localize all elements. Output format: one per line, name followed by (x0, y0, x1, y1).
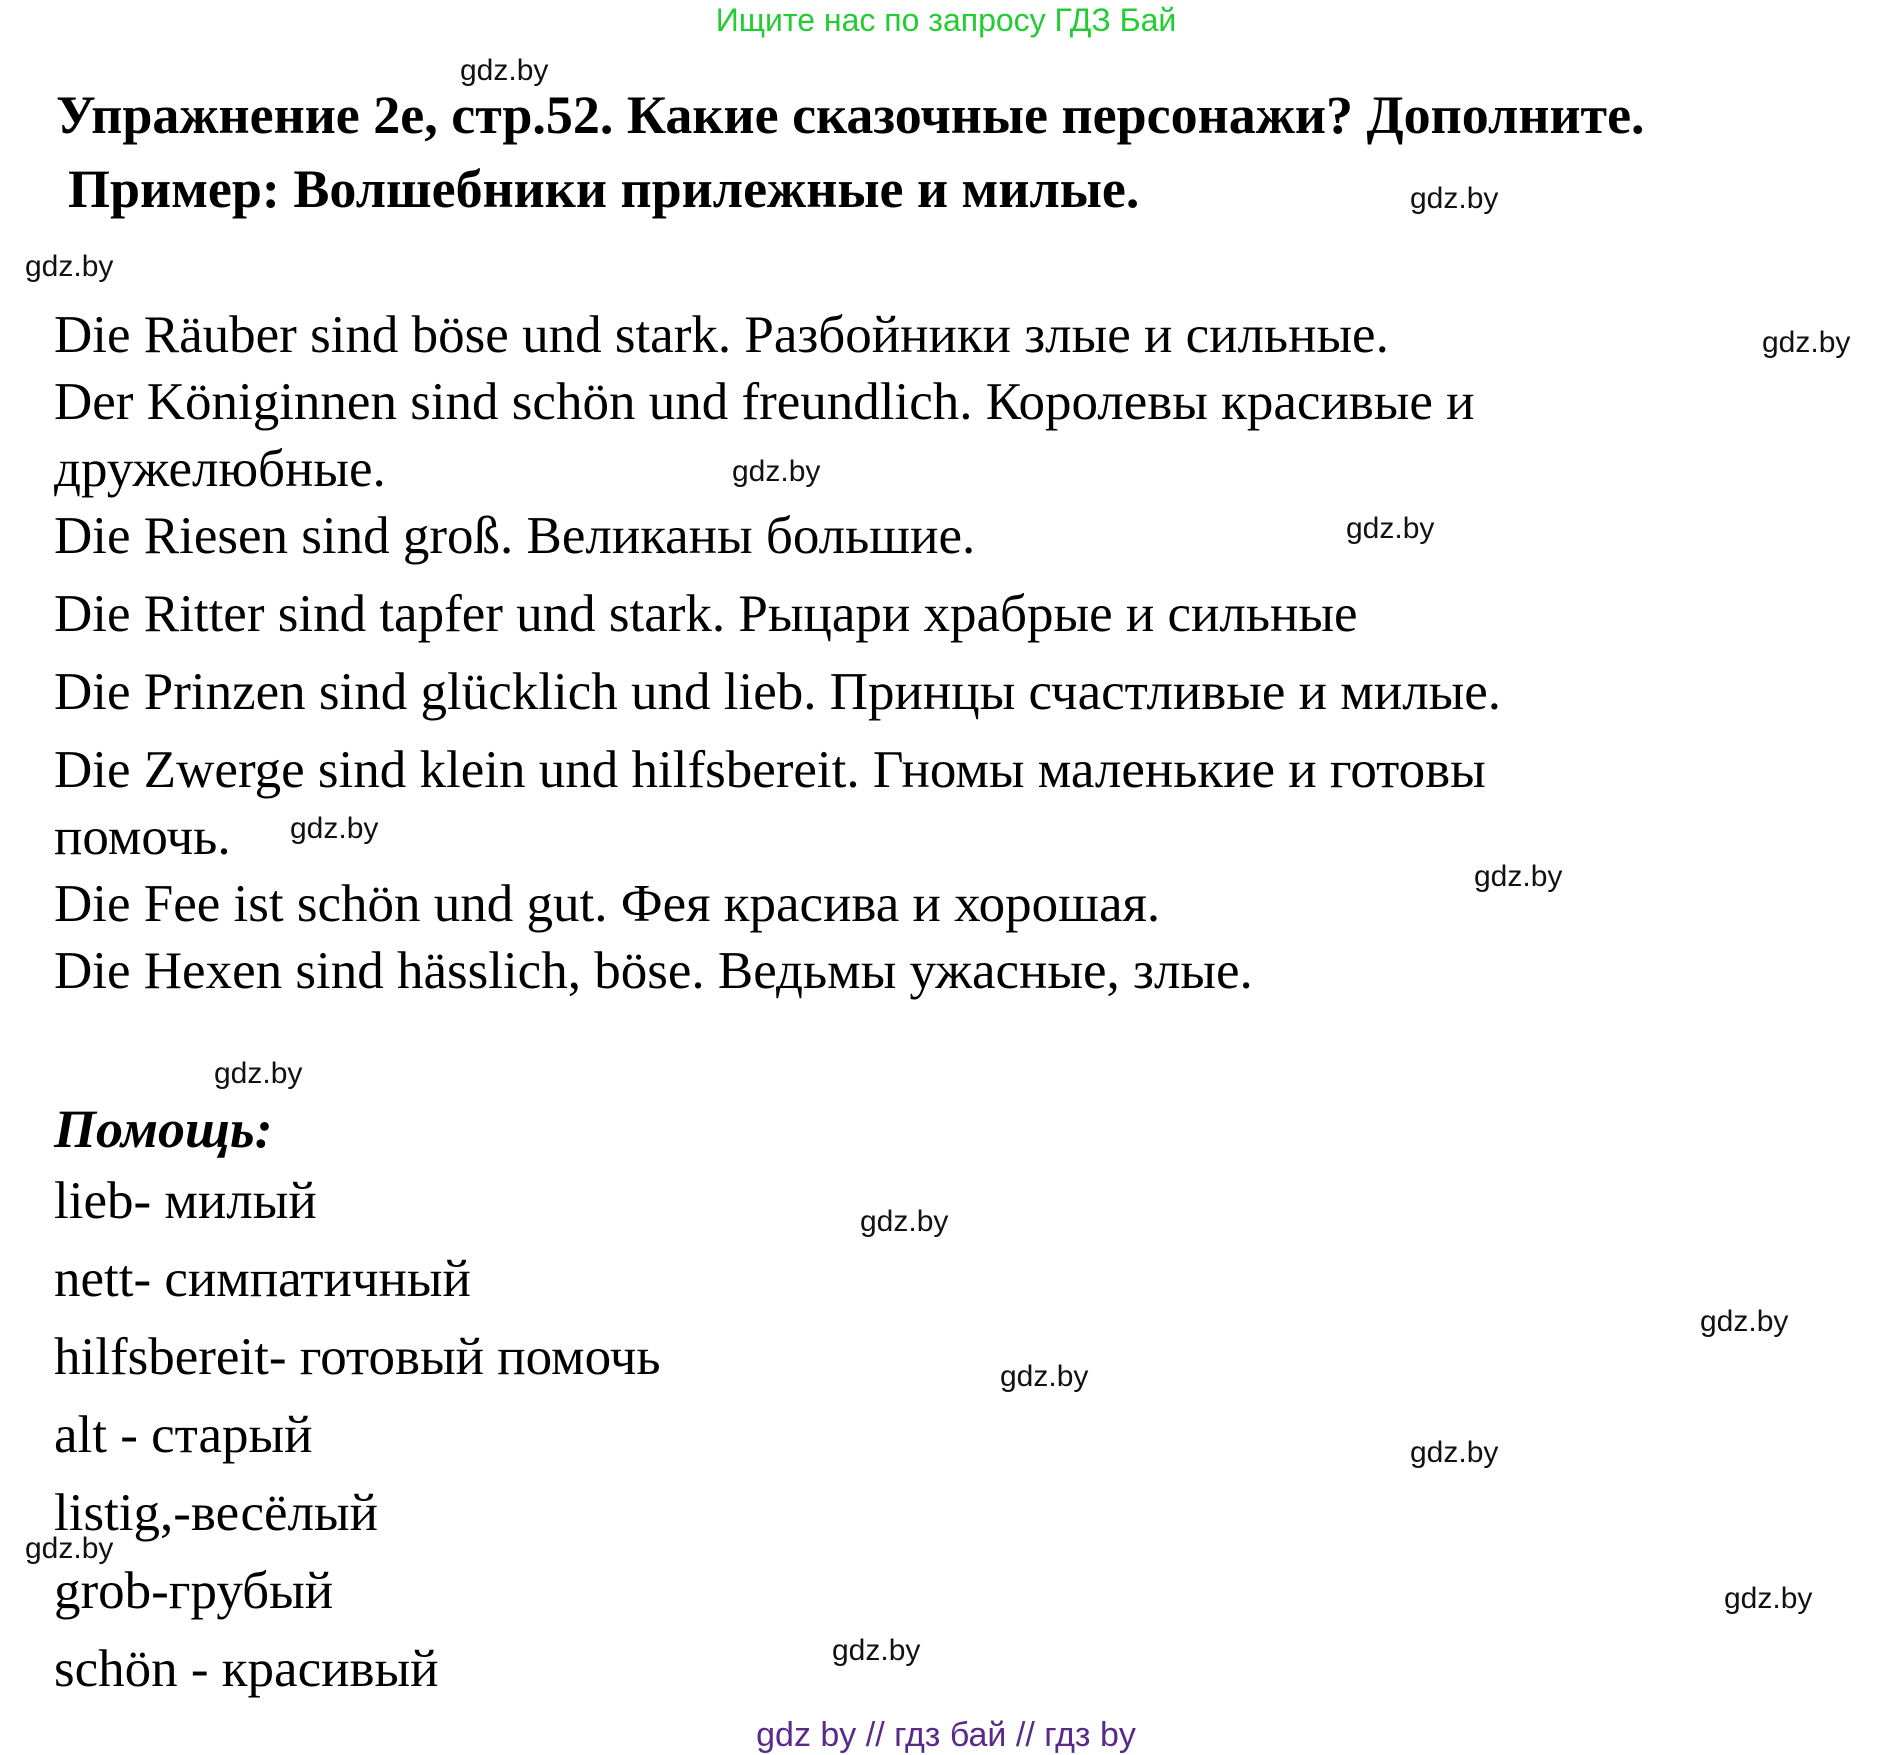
watermark: gdz.by (1700, 1305, 1789, 1338)
sentence-line: Die Riesen sind groß. Великаны большие. (54, 507, 976, 565)
example-line: Пример: Волшебники прилежные и милые. (68, 159, 1140, 219)
sentence-line: Der Königinnen sind schön und freundlich. Королевы красивые и (54, 373, 1475, 431)
watermark: gdz.by (25, 250, 114, 283)
sentence-line: Die Ritter sind tapfer und stark. Рыцари храбрые и сильные (54, 585, 1358, 643)
vocab-item: alt - старый (54, 1406, 313, 1464)
vocab-item: lieb- милый (54, 1172, 317, 1230)
vocab-item: nett- симпатичный (54, 1250, 471, 1308)
sentence-line: Die Prinzen sind glücklich und lieb. Принцы счастливые и милые. (54, 663, 1502, 721)
vocab-item: hilfsbereit- готовый помочь (54, 1328, 661, 1386)
watermark: gdz.by (460, 54, 549, 87)
watermark: gdz.by (732, 455, 821, 488)
sentence-line: Die Zwerge sind klein und hilfsbereit. Гномы маленькие и готовы (54, 741, 1486, 799)
watermark: gdz.by (1000, 1360, 1089, 1393)
vocab-item: grob-грубый (54, 1562, 334, 1620)
vocab-item: schön - красивый (54, 1640, 439, 1698)
exercise-heading: Упражнение 2е, стр.52. Какие сказочные персонажи? Дополните. (56, 85, 1645, 145)
watermark: gdz.by (832, 1634, 921, 1667)
watermark: gdz.by (1724, 1582, 1813, 1615)
watermark: gdz.by (1410, 182, 1499, 215)
sentence-line: Die Fee ist schön und gut. Фея красива и хорошая. (54, 875, 1161, 933)
footer-links: gdz by // гдз бай // гдз by (756, 1716, 1136, 1754)
watermark: gdz.by (214, 1057, 303, 1090)
sentence-line: Die Hexen sind hässlich, böse. Ведьмы ужасные, злые. (54, 942, 1253, 1000)
watermark: gdz.by (290, 812, 379, 845)
watermark: gdz.by (25, 1532, 114, 1565)
vocab-item: listig,-весёлый (54, 1484, 378, 1542)
watermark: gdz.by (860, 1205, 949, 1238)
search-banner: Ищите нас по запросу ГДЗ Бай (715, 2, 1177, 38)
sentence-line: Die Räuber sind böse und stark. Разбойники злые и сильные. (54, 306, 1389, 364)
watermark: gdz.by (1410, 1436, 1499, 1469)
sentence-line: помочь. (54, 808, 231, 866)
help-title: Помощь: (54, 1099, 273, 1159)
watermark: gdz.by (1762, 326, 1851, 359)
watermark: gdz.by (1474, 860, 1563, 893)
watermark: gdz.by (1346, 512, 1435, 545)
sentence-line: дружелюбные. (54, 440, 386, 498)
